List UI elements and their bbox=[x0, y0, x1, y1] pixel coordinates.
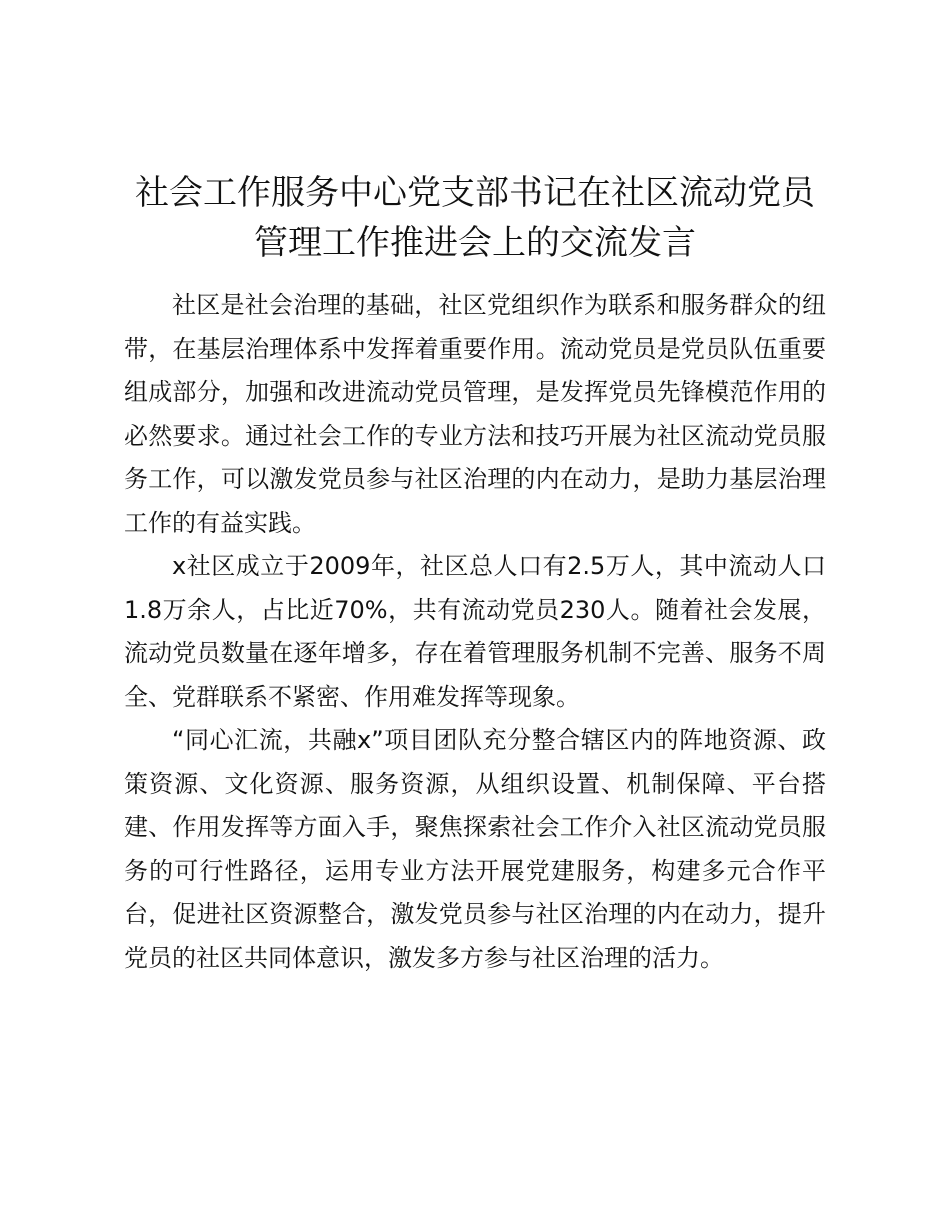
paragraph-intro: 社区是社会治理的基础，社区党组织作为联系和服务群众的纽带，在基层治理体系中发挥着重要作用。流动党员是党员队伍重要组成部分，加强和改进流动党员管理，是发挥党员先锋模范作用的必然要求。通过社会工作的专业方法和技巧开展为社区流动党员服务工作，可以激发党员参与社区治理的内在动力，是助力基层治理工作的有益实践。 bbox=[124, 291, 826, 537]
document-title bbox=[124, 168, 826, 268]
paragraph-community-background: x社区成立于2009年，社区总人口有2.5万人，其中流动人口1.8万余人，占比近70%，共有流动党员230人。随着社会发展，流动党员数量在逐年增多，存在着管理服务机制不完善、服务不周全、党群联系不紧密、作用难发挥等现象。 bbox=[124, 552, 826, 711]
title-line-1: 社会工作服务中心党支部书记在社区流动党员 bbox=[135, 173, 815, 213]
title-line-2: 管理工作推进会上的交流发言 bbox=[254, 223, 696, 263]
paragraph-project-approach: “同心汇流，共融x”项目团队充分整合辖区内的阵地资源、政策资源、文化资源、服务资源，从组织设置、机制保障、平台搭建、作用发挥等方面入手，聚焦探索社会工作介入社区流动党员服务的可行性路径，运用专业方法开展党建服务，构建多元合作平台，促进社区资源整合，激发党员参与社区治理的内在动力，提升党员的社区共同体意识，激发多方参与社区治理的活力。 bbox=[124, 726, 826, 972]
document-body bbox=[124, 284, 826, 980]
